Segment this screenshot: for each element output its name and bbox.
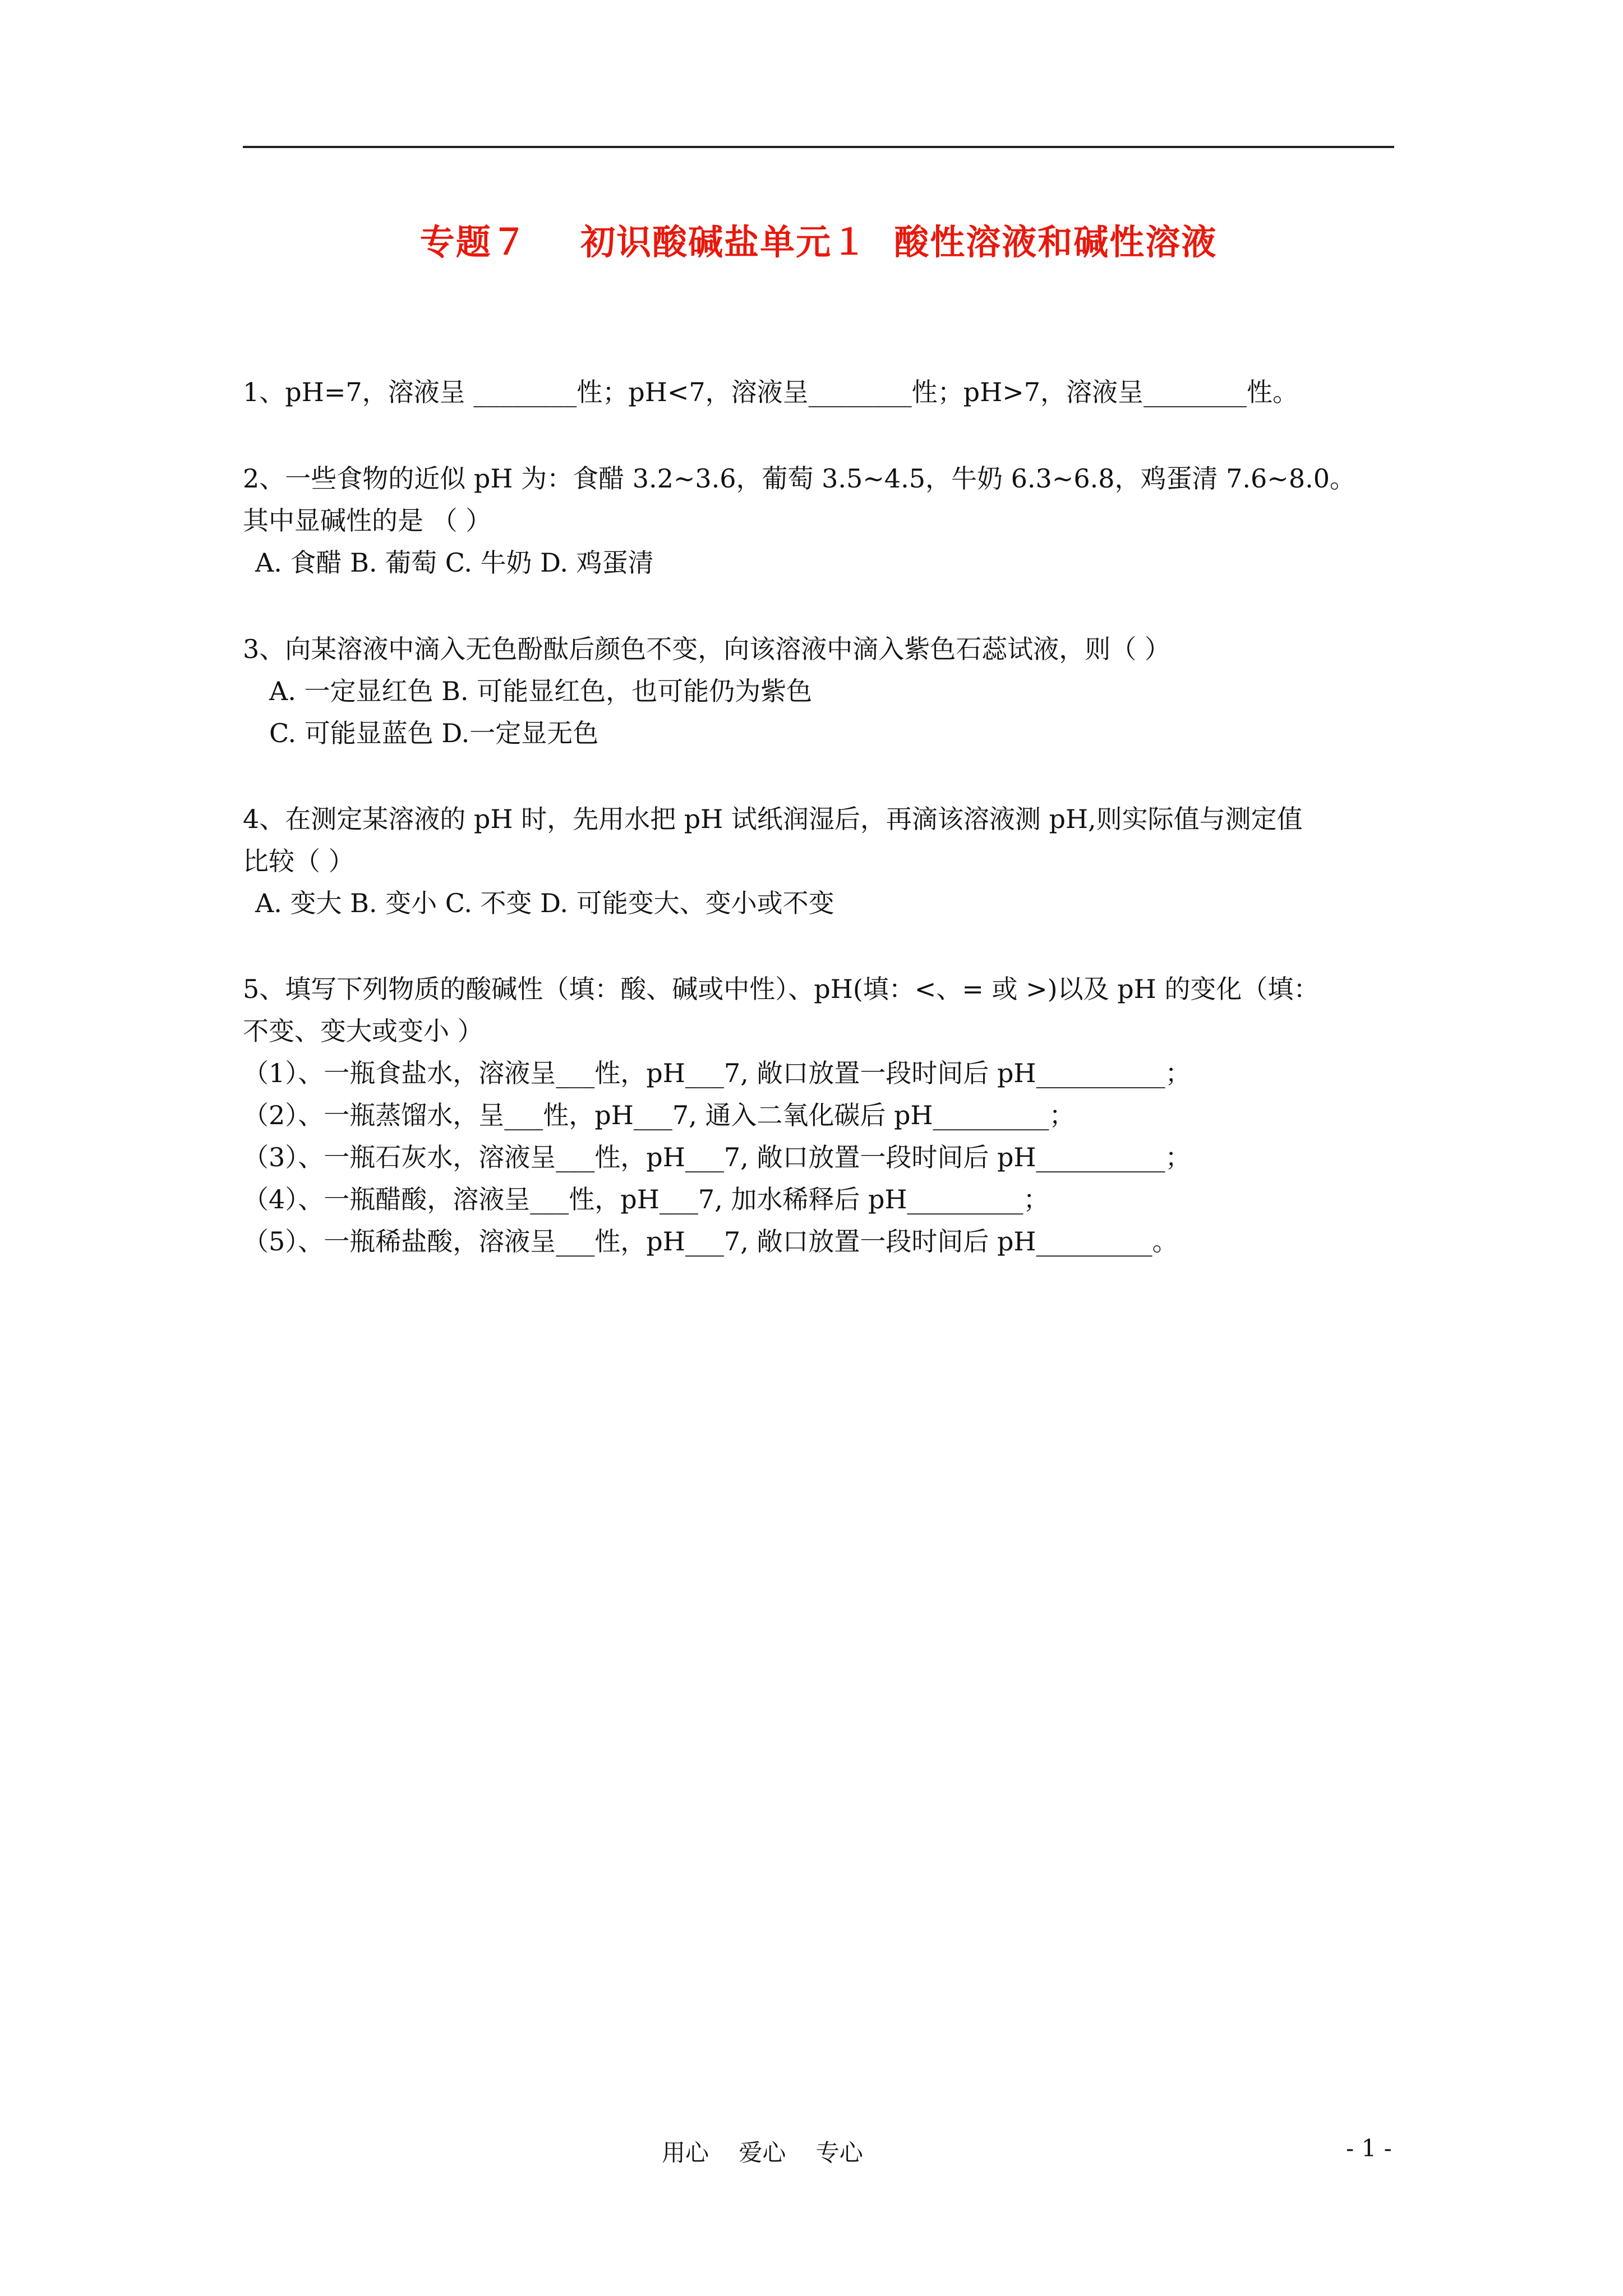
question-4-options: A. 变大 B. 变小 C. 不变 D. 可能变大、变小或不变 xyxy=(255,888,834,918)
question-5-item-4: （4）、一瓶醋酸，溶液呈___性，pH___7, 加水稀释后 pH_________； xyxy=(243,1184,1049,1214)
question-5-line-2: 不变、变大或变小 ） xyxy=(243,1016,483,1046)
question-3-options-1: A. 一定显红色 B. 可能显红色，也可能仍为紫色 xyxy=(269,676,813,706)
question-2-line-2: 其中显碱性的是 （ ） xyxy=(243,505,492,536)
page-number: - 1 - xyxy=(1346,2134,1392,2162)
question-5-line-1: 5、填写下列物质的酸碱性（填：酸、碱或中性）、pH(填：<、= 或 >)以及 pH 的变化（填： xyxy=(243,974,1320,1004)
question-3-options-2: C. 可能显蓝色 D.一定显无色 xyxy=(269,718,599,748)
question-5-item-3: （3）、一瓶石灰水，溶液呈___性，pH___7, 敞口放置一段时间后 pH__________； xyxy=(243,1142,1191,1172)
question-2-options: A. 食醋 B. 葡萄 C. 牛奶 D. 鸡蛋清 xyxy=(255,547,654,578)
question-2-line-1: 2、一些食物的近似 pH 为：食醋 3.2~3.6，葡萄 3.5~4.5，牛奶 6.3~6.8，鸡蛋清 7.6~8.0。 xyxy=(243,463,1355,494)
question-5-item-2: （2）、一瓶蒸馏水，呈___性，pH___7, 通入二氧化碳后 pH_________； xyxy=(243,1100,1075,1130)
question-1: 1、pH=7，溶液呈 ________性；pH<7，溶液呈________性；pH>7，溶液呈________性。 xyxy=(243,377,1299,407)
question-3-line-1: 3、向某溶液中滴入无色酚酞后颜色不变，向该溶液中滴入紫色石蕊试液，则（ ） xyxy=(243,634,1170,664)
question-5-item-1: （1）、一瓶食盐水，溶液呈___性，pH___7, 敞口放置一段时间后 pH__________； xyxy=(243,1058,1191,1088)
question-4-line-1: 4、在测定某溶液的 pH 时，先用水把 pH 试纸润湿后，再滴该溶液测 pH,则实际值与测定值 xyxy=(243,804,1303,834)
question-5-item-5: （5）、一瓶稀盐酸，溶液呈___性，pH___7, 敞口放置一段时间后 pH_________。 xyxy=(243,1226,1178,1257)
document-title: 专题７ 初识酸碱盐单元１ 酸性溶液和碱性溶液 xyxy=(419,222,1218,263)
header-rule xyxy=(243,146,1394,148)
footer-motto: 用心 爱心 专心 xyxy=(662,2139,863,2166)
question-4-line-2: 比较（ ） xyxy=(243,846,354,876)
